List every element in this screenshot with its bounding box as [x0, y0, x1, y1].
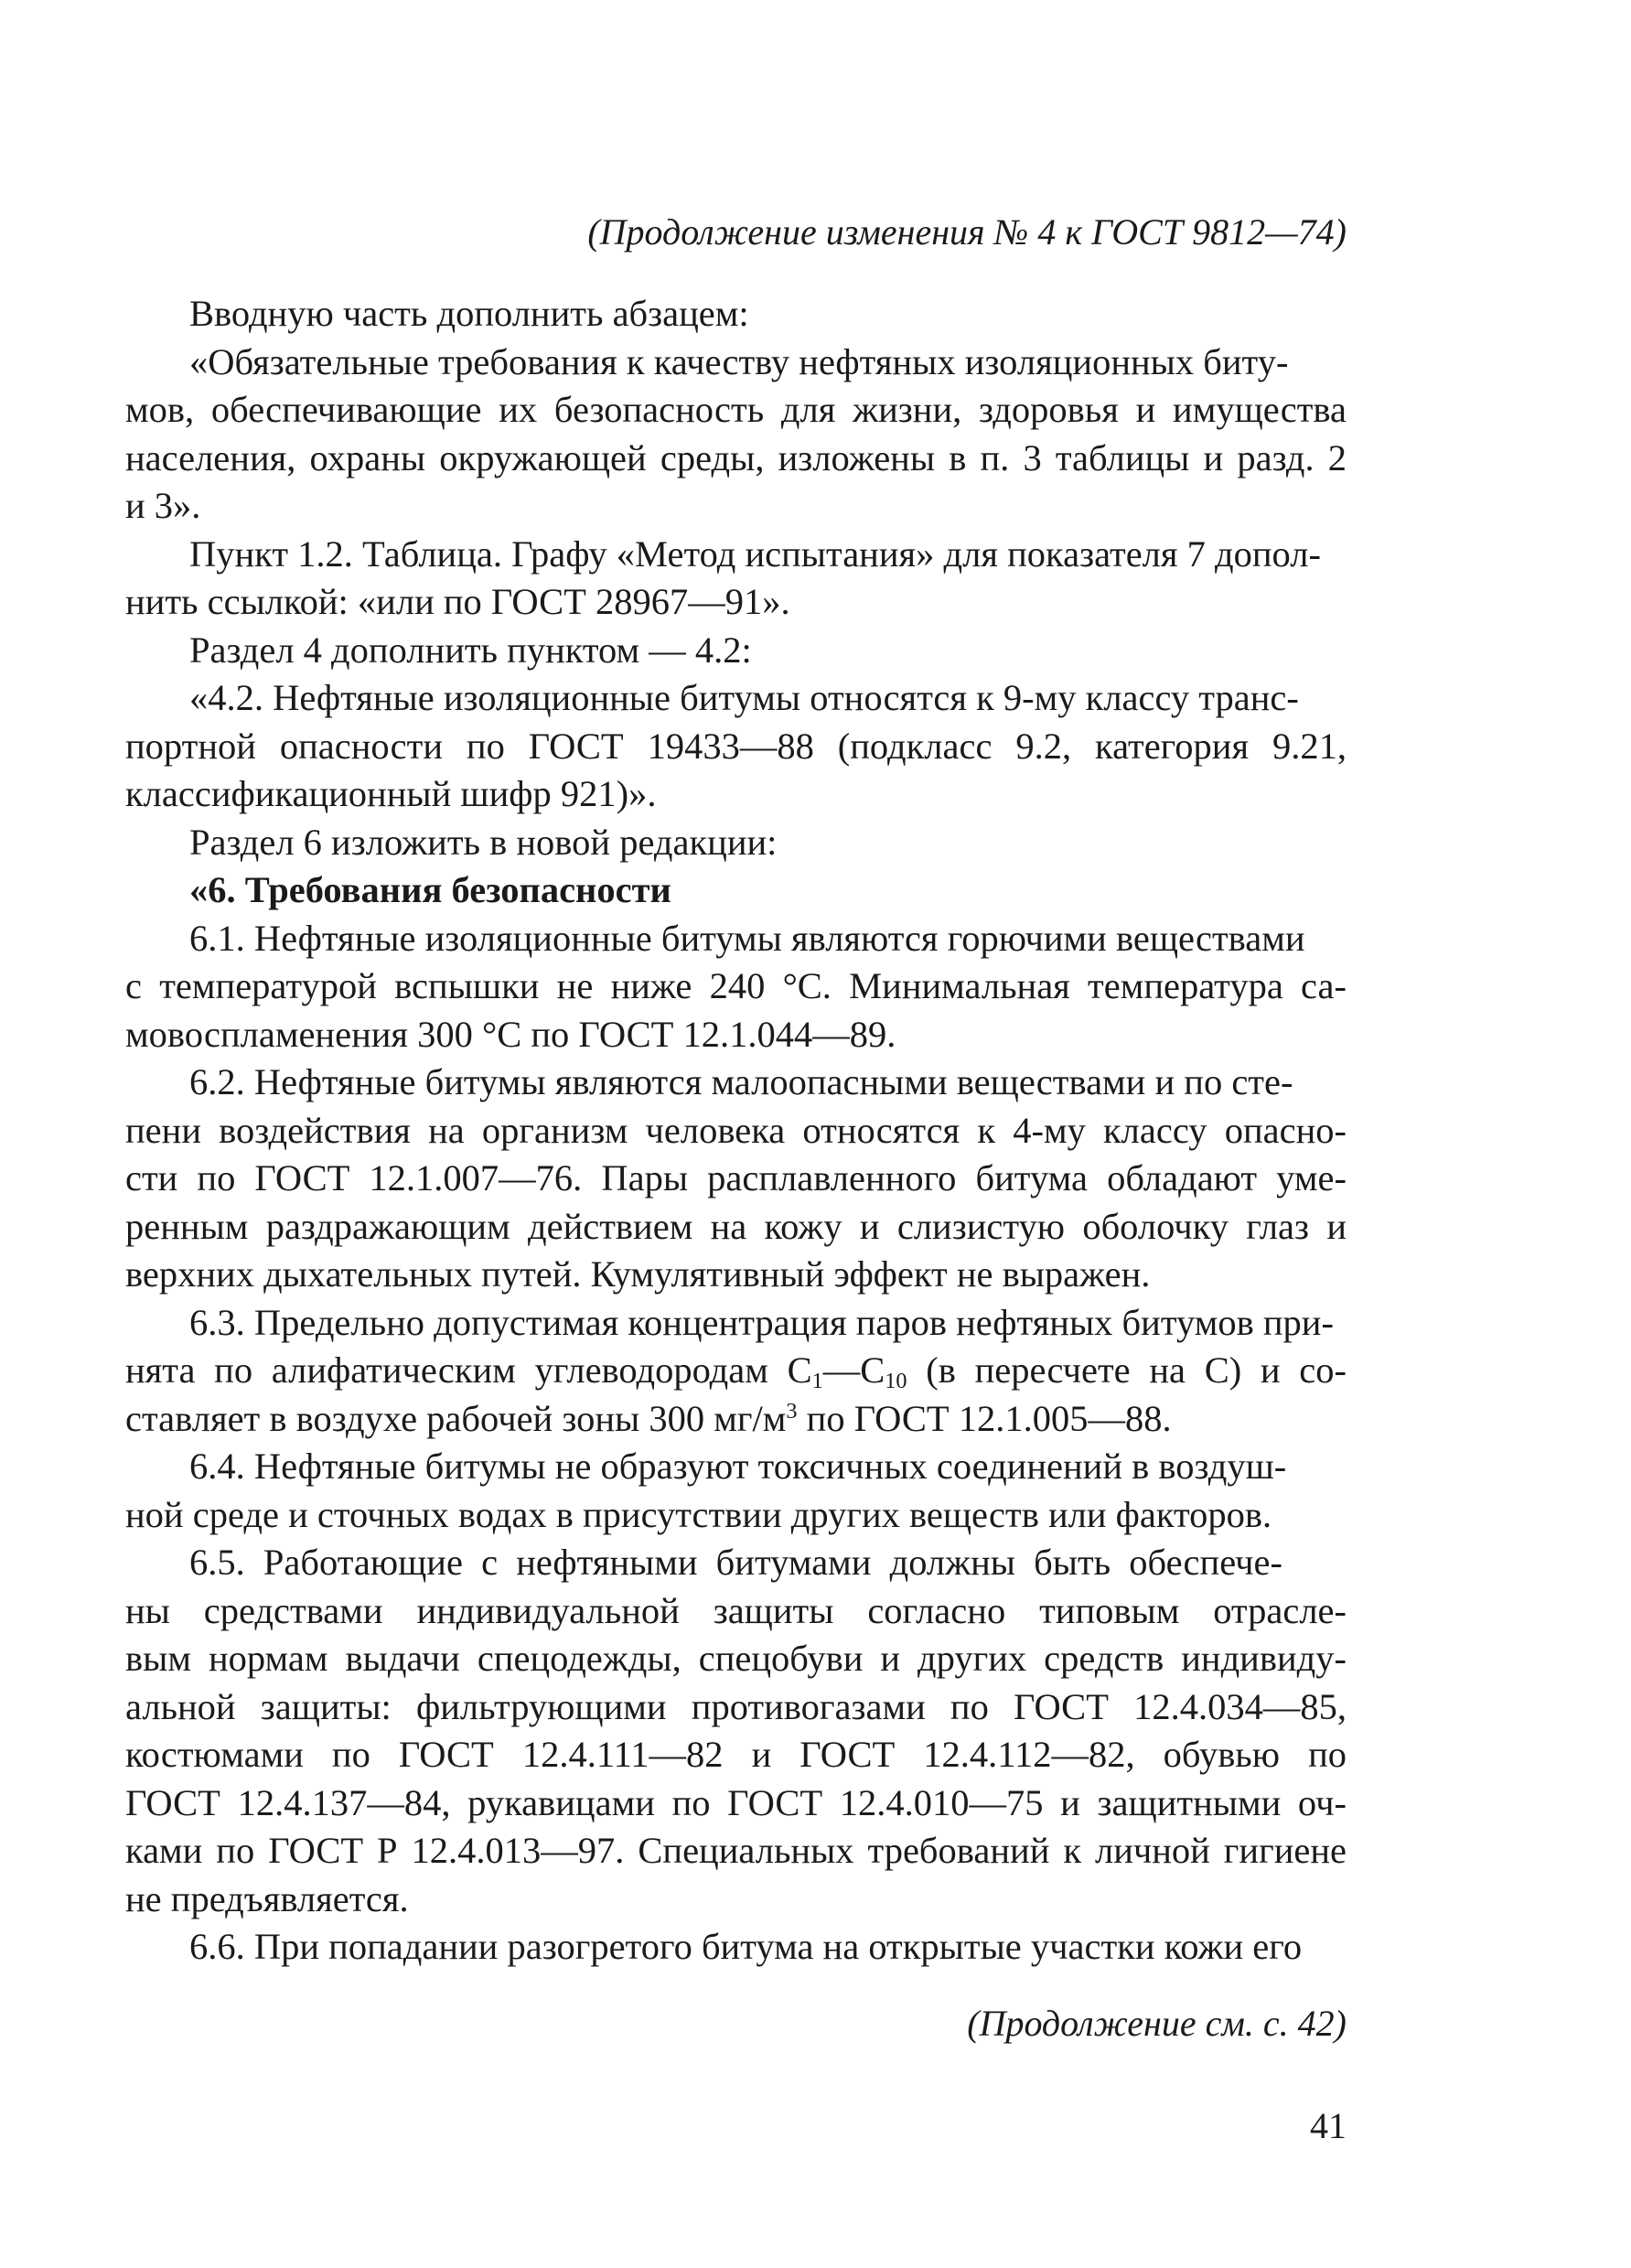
text-line: нить ссылкой: «или по ГОСТ 28967—91». — [125, 581, 790, 622]
text-line: ной среде и сточных водах в присутствии других веществ или факторов. — [125, 1493, 1272, 1535]
paragraph — [125, 1539, 1347, 1923]
text-line: 6.6. При попадании разогретого битума на открытые участки кожи его — [189, 1926, 1303, 1967]
text-line: «4.2. Нефтяные изоляционные битумы относятся к 9-му классу транс- — [189, 677, 1299, 718]
text-line: альной защиты: фильтрующими противогазами по ГОСТ 12.4.034—85, — [125, 1685, 1347, 1727]
paragraph — [125, 1299, 1347, 1444]
text-line: сти по ГОСТ 12.1.007—76. Пары расплавленного битума обладают уме- — [125, 1157, 1347, 1198]
paragraph — [125, 674, 1347, 819]
text-line: мовоспламенения 300 °С по ГОСТ 12.1.044—89. — [125, 1013, 896, 1055]
text-line: Пункт 1.2. Таблица. Графу «Метод испытания» для показателя 7 допол- — [189, 532, 1321, 575]
text-line: 6.1. Нефтяные изоляционные битумы являются горючими веществами — [189, 917, 1305, 959]
text-line: не предъявляется. — [125, 1877, 409, 1919]
paragraph — [125, 1059, 1347, 1299]
paragraph — [125, 1923, 1347, 1972]
document-body — [125, 290, 1347, 1972]
text-line: 6.3. Предельно допустимая концентрация паров нефтяных битумов при- — [189, 1301, 1334, 1343]
text-line: Раздел 4 дополнить пунктом — 4.2: — [189, 629, 752, 671]
text-line: 6.2. Нефтяные битумы являются малоопасными веществами и по сте- — [189, 1061, 1293, 1102]
text-line: «6. Требования безопасности — [189, 869, 671, 910]
page-number: 41 — [1310, 2105, 1347, 2146]
paragraph — [125, 1443, 1347, 1539]
text-line: 6.5. Работающие с нефтяными битумами должны быть обеспече- — [189, 1542, 1282, 1583]
text-line: нята по алифатическим углеводородам $С_1—С_{10}$ (в пересчете на С) и со- — [125, 1349, 1347, 1393]
text-line: «Обязательные требования к качеству нефтяных изоляционных биту- — [189, 340, 1289, 382]
text-line: классификационный шифр 921)». — [125, 773, 657, 814]
continuation-footer: (Продолжение см. с. 42) — [967, 2003, 1347, 2044]
text-line: и 3». — [125, 485, 201, 526]
continuation-header: (Продолжение изменения № 4 к ГОСТ 9812—74) — [587, 211, 1347, 253]
paragraph — [125, 290, 1347, 339]
paragraph — [125, 866, 1347, 915]
text-line: 6.4. Нефтяные битумы не образуют токсичных соединений в воздуш- — [189, 1446, 1287, 1487]
text-line: ны средствами индивидуальной защиты согласно типовым отрасле- — [125, 1589, 1347, 1631]
text-line: ГОСТ 12.4.137—84, рукавицами по ГОСТ 12.4.010—75 и защитными оч- — [125, 1781, 1347, 1823]
text-line: Раздел 6 изложить в новой редакции: — [189, 821, 778, 863]
paragraph — [125, 339, 1347, 531]
paragraph — [125, 627, 1347, 675]
text-line: ставляет в воздухе рабочей зоны 300 $мг/м^3$ по ГОСТ 12.1.005—88. — [125, 1397, 1172, 1439]
paragraph — [125, 915, 1347, 1059]
paragraph — [125, 819, 1347, 867]
text-line: портной опасности по ГОСТ 19433—88 (подкласс 9.2, категория 9.21, — [125, 725, 1347, 767]
text-line: пени воздействия на организм человека относятся к 4-му классу опасно- — [125, 1109, 1347, 1151]
text-line: мов, обеспечивающие их безопасность для жизни, здоровья и имущества — [125, 389, 1347, 430]
text-line: с температурой вспышки не ниже 240 °С. Минимальная температура са- — [125, 965, 1347, 1006]
text-line: Вводную часть дополнить абзацем: — [189, 293, 749, 334]
paragraph — [125, 531, 1347, 627]
text-line: вым нормам выдачи спецодежды, спецобуви и других средств индивиду- — [125, 1638, 1347, 1679]
text-line: ренным раздражающим действием на кожу и слизистую оболочку глаз и — [125, 1205, 1347, 1247]
text-line: населения, охраны окружающей среды, изложены в п. 3 таблицы и разд. 2 — [125, 436, 1347, 478]
text-line: ками по ГОСТ Р 12.4.013—97. Специальных требований к личной гигиене — [125, 1830, 1347, 1871]
text-line: костюмами по ГОСТ 12.4.111—82 и ГОСТ 12.4.112—82, обувью по — [125, 1734, 1347, 1775]
text-line: верхних дыхательных путей. Кумулятивный эффект не выражен. — [125, 1253, 1151, 1295]
